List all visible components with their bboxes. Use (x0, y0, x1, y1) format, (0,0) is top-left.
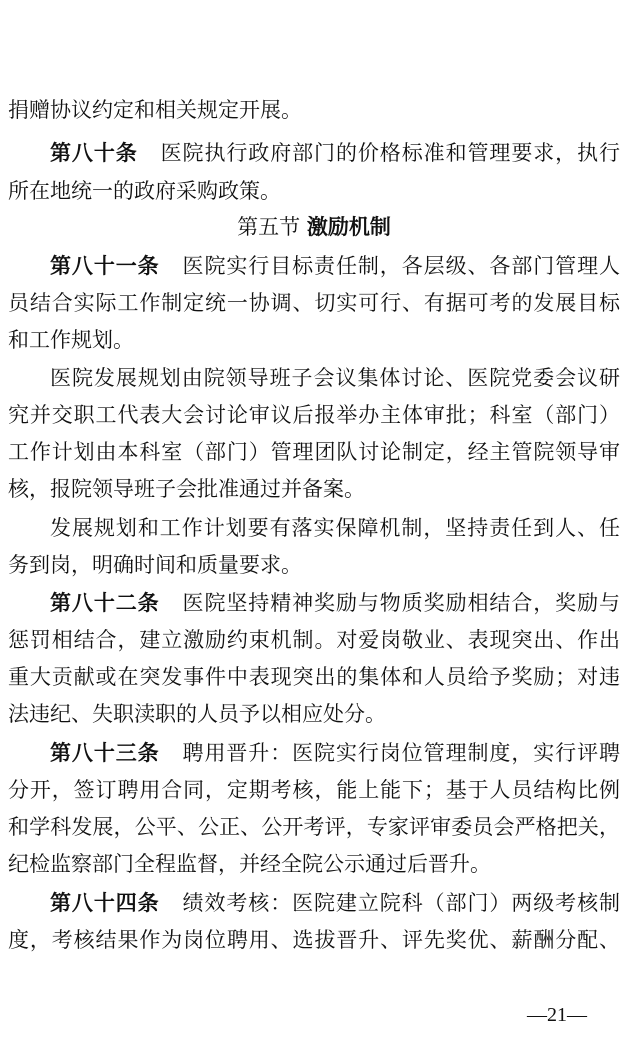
article-heading: 第八十二条 (50, 591, 160, 615)
text-line: 法违纪、失职渎职的人员予以相应处分。 (8, 702, 386, 726)
text-line: 绩效考核：医院建立院科（部门）两级考核制 (181, 891, 621, 915)
article-heading: 第八十一条 (50, 254, 160, 278)
page-number: —21— (527, 1004, 587, 1026)
article-80 (50, 139, 620, 167)
article-81 (50, 252, 620, 280)
article-heading: 第八十四条 (50, 891, 160, 915)
text-line: 纪检监察部门全程监督，并经全院公示通过后晋升。 (8, 852, 491, 876)
text-line: 医院实行目标责任制，各层级、各部门管理人 (181, 254, 621, 278)
section-name: 激励机制 (306, 215, 391, 239)
section-title (8, 213, 620, 241)
text-line: 捐赠协议约定和相关规定开展。 (8, 98, 302, 122)
text-line: 务到岗，明确时间和质量要求。 (8, 553, 302, 577)
article-heading: 第八十三条 (50, 741, 160, 765)
text-line: 惩罚相结合，建立激励约束机制。对爱岗敬业、表现突出、作出 (8, 628, 620, 652)
article-heading: 第八十条 (50, 141, 138, 165)
text-line: 重大贡献或在突发事件中表现突出的集体和人员给予奖励；对违 (8, 665, 620, 689)
article-82 (50, 589, 620, 617)
text-line: 医院坚持精神奖励与物质奖励相结合，奖励与 (181, 591, 621, 615)
text-line: 分开，签订聘用合同，定期考核，能上能下；基于人员结构比例 (8, 778, 620, 802)
text-line: 度，考核结果作为岗位聘用、选拔晋升、评先奖优、薪酬分配、 (8, 928, 620, 952)
text-line: 和学科发展，公平、公正、公开考评，专家评审委员会严格把关， (8, 815, 620, 839)
article-83 (50, 739, 620, 767)
text-line: 究并交职工代表大会讨论审议后报举办主体审批；科室（部门） (8, 403, 620, 427)
text-line: 和工作规划。 (8, 328, 134, 352)
text-line: 发展规划和工作计划要有落实保障机制，坚持责任到人、任 (50, 516, 620, 540)
text-line: 工作计划由本科室（部门）管理团队讨论制定，经主管院领导审 (8, 440, 620, 464)
text-line: 员结合实际工作制定统一协调、切实可行、有据可考的发展目标 (8, 291, 620, 315)
section-number: 第五节 (237, 215, 301, 239)
text-line: 核，报院领导班子会批准通过并备案。 (8, 477, 365, 501)
text-line: 医院发展规划由院领导班子会议集体讨论、医院党委会议研 (50, 366, 620, 390)
text-line: 所在地统一的政府采购政策。 (8, 179, 281, 203)
article-84 (50, 889, 620, 917)
text-line: 医院执行政府部门的价格标准和管理要求，执行 (159, 141, 621, 165)
text-line: 聘用晋升：医院实行岗位管理制度，实行评聘 (181, 741, 621, 765)
